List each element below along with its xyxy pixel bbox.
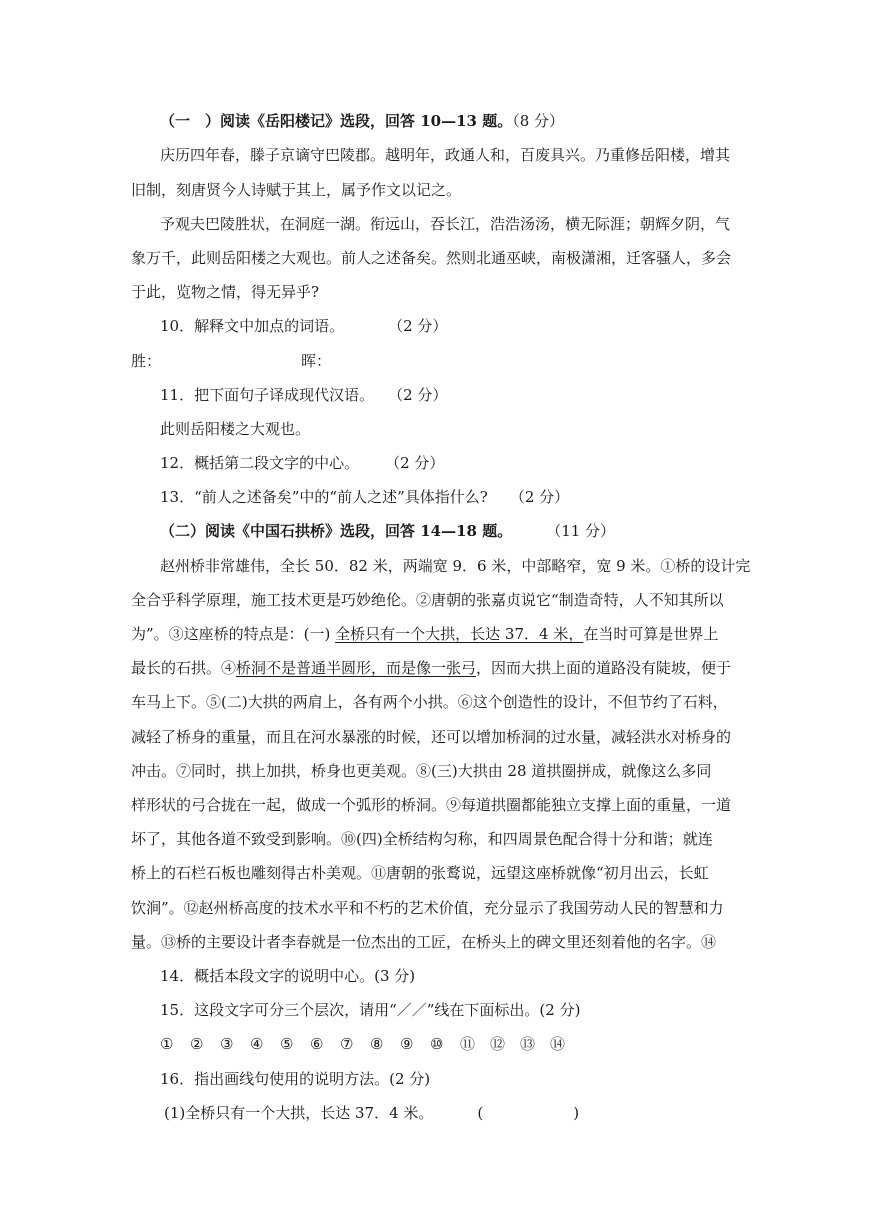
q10-answer-b: 晖：	[301, 352, 332, 370]
num-12: ⑫	[490, 1035, 506, 1053]
s2-line1: 赵州桥非常雄伟，全长 50．82 米，两端宽 9．6 米，中部略窄，宽 9 米。①桥的设计完	[160, 557, 751, 575]
s2-line2: 全合乎科学原理，施工技术更是巧妙绝伦。②唐朝的张嘉贞说它“制造奇特，人不知其所以	[131, 591, 724, 609]
underlined-sentence-1: 全桥只有一个大拱，长达 37．4 米，	[335, 625, 584, 643]
section1-heading	[160, 110, 564, 132]
num-7: ⑦	[340, 1035, 354, 1053]
num-13: ⑬	[520, 1035, 536, 1053]
q10-score: （2 分）	[388, 317, 448, 335]
q16: 16．指出画线句使用的说明方法。(2 分)	[160, 1070, 431, 1088]
num-2: ②	[190, 1035, 204, 1053]
q13-score: （2 分）	[509, 488, 570, 506]
q11-score: （2 分）	[388, 386, 448, 404]
q12-score: （2 分）	[385, 454, 445, 472]
s1-p1-line1: 庆历四年春，滕子京谪守巴陵郡。越明年，政通人和，百废具兴。乃重修岳阳楼，增其	[160, 146, 731, 164]
s2-line12: 量。⑬桥的主要设计者李春就是一位杰出的工匠，在桥头上的碑文里还刻着他的名字。⑭	[131, 933, 717, 951]
s2-line5: 车马上下。⑤(二)大拱的两肩上，各有两个小拱。⑥这个创造性的设计，不但节约了石料，	[131, 693, 728, 711]
q16-item1-answer-blank[interactable]: ( )	[477, 1104, 580, 1122]
q13-text: 13．“前人之述备矣”中的“前人之述”具体指什么?	[160, 488, 488, 506]
q16-item1-text: (1)全桥只有一个大拱，长达 37．4 米。	[164, 1104, 434, 1122]
q10-answers	[131, 350, 331, 372]
section2-heading	[160, 520, 615, 542]
s2-line6: 减轻了桥身的重量，而且在河水暴涨的时候，还可以增加桥洞的过水量，减轻洪水对桥身的	[131, 728, 732, 746]
num-9: ⑨	[400, 1035, 414, 1053]
s2-line4-post: ，因而大拱上面的道路没有陡坡，便于	[476, 659, 732, 677]
q10	[160, 315, 447, 337]
s2-line10: 桥上的石栏石板也雕刻得古朴美观。⑪唐朝的张鹜说，远望这座桥就像“初月出云，长虹	[131, 864, 709, 882]
s2-line3	[131, 623, 718, 645]
q10-answer-a: 胜：	[131, 352, 162, 370]
s2-line4-pre: 最长的石拱。④	[131, 659, 237, 677]
underlined-sentence-2: 桥洞不是普通半圆形，而是像一张弓	[236, 659, 477, 677]
section2-heading-text: （二）阅读《中国石拱桥》选段，回答 14—18 题。	[160, 522, 513, 540]
section2-heading-score: （11 分）	[546, 522, 616, 540]
num-1: ①	[160, 1035, 174, 1053]
q11	[160, 384, 447, 406]
s2-line3-post: 在当时可算是世界上	[583, 625, 719, 643]
q10-text: 10．解释文中加点的词语。	[160, 317, 345, 335]
num-6: ⑥	[310, 1035, 324, 1053]
s2-line3-pre: 为”。③这座桥的特点是：(一)	[131, 625, 336, 643]
num-4: ④	[250, 1035, 264, 1053]
q11-text: 11．把下面句子译成现代汉语。	[160, 386, 375, 404]
s2-line4	[131, 657, 731, 679]
q15: 15．这段文字可分三个层次，请用“／／”线在下面标出。(2 分)	[160, 1001, 581, 1019]
s2-line7: 冲击。⑦同时，拱上加拱，桥身也更美观。⑧(三)大拱由 28 道拱圈拼成，就像这么多同	[131, 762, 712, 780]
num-11: ⑪	[460, 1035, 476, 1053]
s1-p1-line2: 旧制，刻唐贤今人诗赋于其上，属予作文以记之。	[131, 181, 462, 199]
q12	[160, 452, 444, 474]
section1-heading-score: （8 分）	[512, 112, 565, 130]
section1-heading-text: （一 ）阅读《岳阳楼记》选段，回答 10—13 题。	[160, 112, 513, 130]
num-8: ⑧	[370, 1035, 384, 1053]
q13	[160, 486, 569, 508]
q15-sentence-numbers	[160, 1033, 580, 1055]
s2-line9: 坏了，其他各道不致受到影响。⑩(四)全桥结构匀称，和四周景色配合得十分和谐；就连	[131, 830, 713, 848]
s1-p2-line3: 于此，览物之情，得无异乎?	[131, 283, 320, 301]
num-10: ⑩	[430, 1035, 444, 1053]
q14: 14．概括本段文字的说明中心。(3 分)	[160, 967, 416, 985]
s2-line11: 饮涧”。⑫赵州桥高度的技术水平和不朽的艺术价值，充分显示了我国劳动人民的智慧和力	[131, 899, 724, 917]
q11-sentence: 此则岳阳楼之大观也。	[160, 420, 311, 438]
q16-item1	[164, 1102, 579, 1124]
num-3: ③	[220, 1035, 234, 1053]
s1-p2-line1: 予观夫巴陵胜状，在洞庭一湖。衔远山，吞长江，浩浩汤汤，横无际涯；朝辉夕阴，气	[160, 215, 731, 233]
s2-line8: 样形状的弓合拢在一起，做成一个弧形的桥洞。⑨每道拱圈都能独立支撑上面的重量，一道	[131, 796, 732, 814]
q12-text: 12．概括第二段文字的中心。	[160, 454, 360, 472]
num-5: ⑤	[280, 1035, 294, 1053]
s1-p2-line2: 象万千，此则岳阳楼之大观也。前人之述备矣。然则北通巫峡，南极潇湘，迁客骚人，多会	[131, 249, 732, 267]
num-14: ⑭	[550, 1035, 566, 1053]
